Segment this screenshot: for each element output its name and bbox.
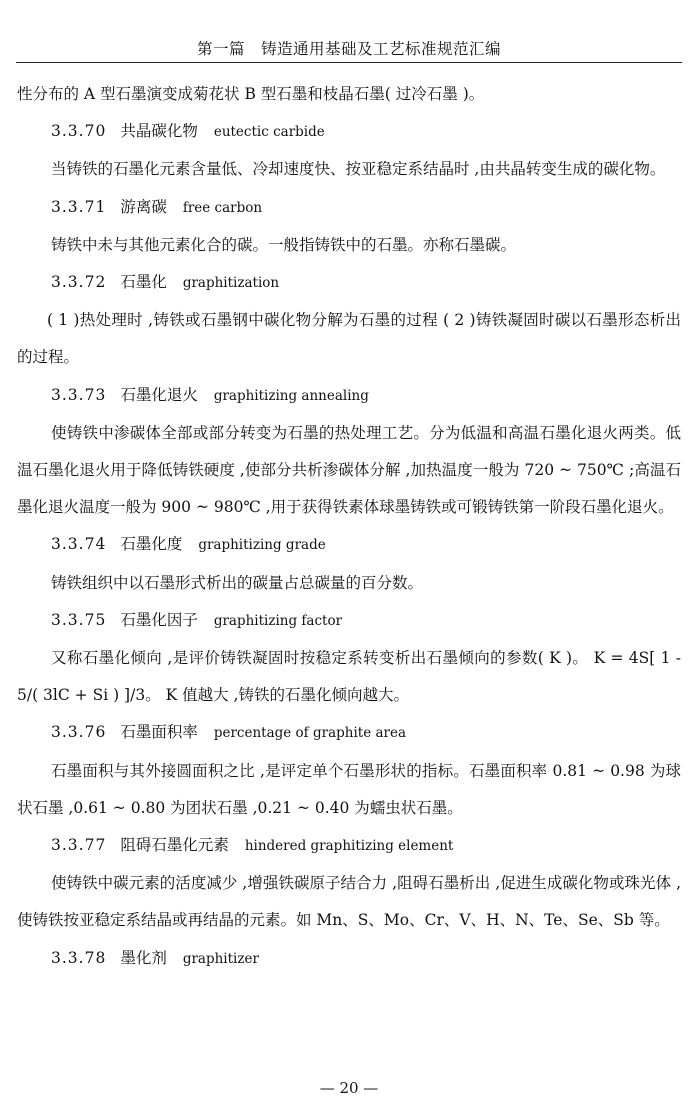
term-3-3-73 xyxy=(17,377,681,415)
page-header xyxy=(16,0,682,63)
term-chinese: 石墨面积率 xyxy=(120,723,198,742)
term-number: 3.3.75 xyxy=(51,610,107,629)
term-definition: 使铸铁中渗碳体全部或部分转变为石墨的热处理工艺。分为低温和高温石墨化退火两类。低温石墨化退火用于降低铸铁硬度 ,使部分共析渗碳体分解 ,加热温度一般为 720 ~ 750℃ ;高温石墨化退火温度一般为 900 ~ 980℃ ,用于获得铁素体球墨铸铁或可锻铸铁第一阶段石墨化退火。 xyxy=(17,423,681,517)
term-definition: 石墨面积与其外接圆面积之比 ,是评定单个石墨形状的指标。石墨面积率 0.81 ~ 0.98 为球状石墨 ,0.61 ~ 0.80 为团状石墨 ,0.21 ~ 0.40 为蠕虫状石墨。 xyxy=(17,761,681,817)
term-number: 3.3.76 xyxy=(51,723,107,742)
term-english: graphitizing grade xyxy=(198,537,326,554)
term-chinese: 墨化剂 xyxy=(120,948,167,967)
term-number: 3.3.74 xyxy=(51,535,107,554)
term-chinese: 石墨化退火 xyxy=(120,385,198,404)
term-definition: 铸铁组织中以石墨形式析出的碳量占总碳量的百分数。 xyxy=(51,573,424,592)
term-english: hindered graphitizing element xyxy=(244,838,454,855)
term-definition: ( 1 )热处理时 ,铸铁或石墨钢中碳化物分解为石墨的过程 ( 2 )铸铁凝固时碳以石墨形态析出的过程。 xyxy=(17,311,681,367)
term-number: 3.3.78 xyxy=(51,948,107,967)
term-english: percentage of graphite area xyxy=(213,725,407,742)
term-english: graphitization xyxy=(182,275,280,292)
term-number: 3.3.72 xyxy=(51,273,107,292)
term-3-3-78 xyxy=(17,940,681,978)
term-english: graphitizing factor xyxy=(213,612,343,629)
lead-paragraph: 性分布的 A 型石墨演变成菊花状 B 型石墨和枝晶石墨( 过冷石墨 )。 xyxy=(17,85,485,103)
term-chinese: 石墨化 xyxy=(120,273,167,292)
term-chinese: 石墨化度 xyxy=(120,535,183,554)
term-number: 3.3.73 xyxy=(51,385,107,404)
term-english: graphitizing annealing xyxy=(213,387,369,404)
term-3-3-70 xyxy=(17,113,681,151)
term-definition: 使铸铁中碳元素的活度减少 ,增强铁碳原子结合力 ,阻碍石墨析出 ,促进生成碳化物或珠光体 ,使铸铁按亚稳定系结晶或再结晶的元素。如 Mn、S、Mo、Cr、V、H、N、Te、Se、Sb 等。 xyxy=(17,874,681,930)
term-definition: 当铸铁的石墨化元素含量低、冷却速度快、按亚稳定系结晶时 ,由共晶转变生成的碳化物。 xyxy=(51,160,666,179)
term-3-3-75 xyxy=(17,602,681,640)
term-number: 3.3.77 xyxy=(51,836,107,855)
term-3-3-77 xyxy=(17,827,681,865)
term-definition: 又称石墨化倾向 ,是评价铸铁凝固时按稳定系转变析出石墨倾向的参数( K )。 K = 4S[ 1 - 5/( 3lC + Si ) ]/3。 K 值越大 ,铸铁的石墨化倾向越大。 xyxy=(17,649,681,705)
term-chinese: 阻碍石墨化元素 xyxy=(120,836,229,855)
page-content xyxy=(17,76,681,978)
term-3-3-71 xyxy=(17,189,681,227)
term-definition: 铸铁中未与其他元素化合的碳。一般指铸铁中的石墨。亦称石墨碳。 xyxy=(51,235,517,254)
term-english: graphitizer xyxy=(182,950,259,967)
term-number: 3.3.71 xyxy=(51,197,107,216)
term-english: eutectic carbide xyxy=(213,124,325,141)
term-3-3-76 xyxy=(17,714,681,752)
term-3-3-74 xyxy=(17,526,681,564)
term-chinese: 石墨化因子 xyxy=(120,610,198,629)
term-chinese: 共晶碳化物 xyxy=(120,122,198,141)
page-number: — 20 — xyxy=(319,1079,379,1097)
term-chinese: 游离碳 xyxy=(120,197,167,216)
term-3-3-72 xyxy=(17,264,681,302)
term-number: 3.3.70 xyxy=(51,122,107,141)
header-title: 第一篇 铸造通用基础及工艺标准规范汇编 xyxy=(196,40,501,58)
term-english: free carbon xyxy=(182,199,263,216)
